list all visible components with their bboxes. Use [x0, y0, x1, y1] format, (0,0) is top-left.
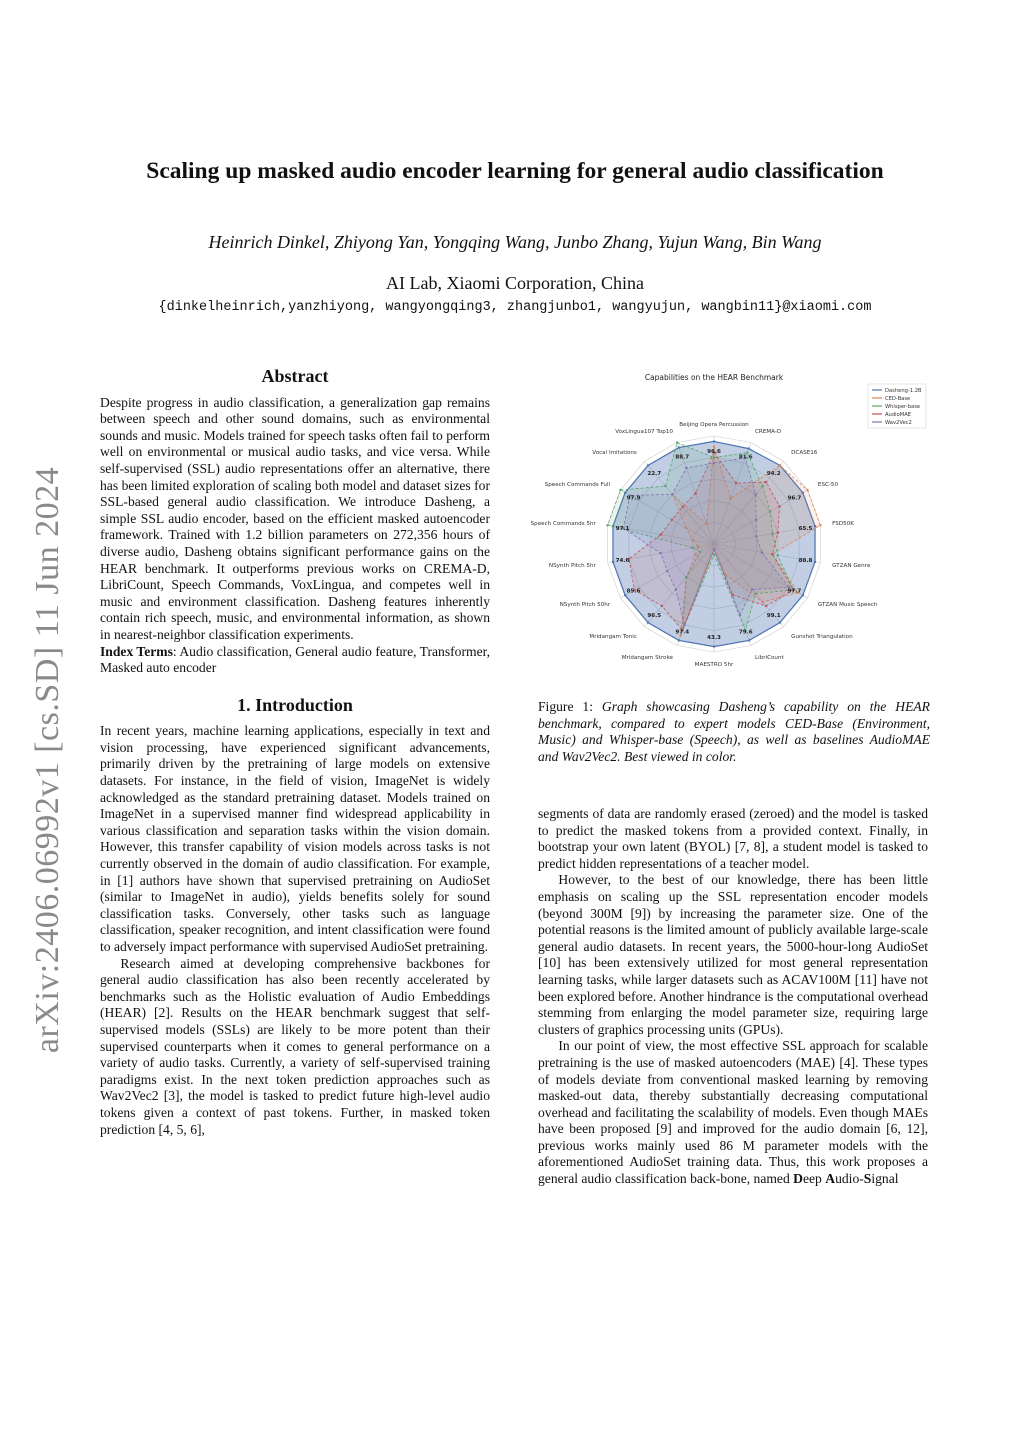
data-point [685, 467, 687, 469]
figure-caption [538, 699, 930, 765]
axis-label: GTZAN Music Speech [817, 602, 878, 608]
acronym-letter-d: D [793, 1171, 803, 1187]
value-label: 81.6 [738, 454, 753, 461]
axis-label: CREMA-D [755, 429, 782, 436]
value-label: 97.1 [615, 525, 630, 532]
intro-paragraph-1: In recent years, machine learning applications, especially in text and vision processing, have experienced significant advancements, primarily driven by the pretraining of large models on extensive datasets. For instance, in the field of vision, ImageNet is widely acknowledged as the standard pretraining dataset. Models trained on ImageNet in a supervised manner find widespread applicability in various classification and separation tasks within the vision domain. However, this transfer capability of vision models across tasks is not currently observed in the domain of audio classification. For example, in [1] authors have shown that supervised pretraining on AudioSet (similar to ImageNet in audio), yields benefits solely for sound classification tasks. Conversely, other tasks such as language classification, speaker recognition, and intent classification were found to adversely impact performance with supervised AudioSet pretraining. [100, 723, 490, 954]
axis-label: ESC-50 [817, 482, 839, 488]
data-point [748, 639, 750, 641]
intro-paragraph-2: Research aimed at developing comprehensive backbones for general audio classification has also been recently accelerated by benchmarks such as the Holistic evaluation of Audio Embeddings (HEAR) [2]. Results on the HEAR benchmark suggest that self-supervised models (SSLs) are likely to be more potent than their supervised counterparts when it comes to general performance on a variety of audio tasks. Currently, a variety of self-supervised training paradigms exist. In the next token prediction approaches such as Wav2Vec2 [3], the model is tasked to predict future high-level audio tokens given a context of past tokens. Further, in masked token prediction [4, 5, 6], [100, 955, 490, 1137]
data-point [814, 561, 816, 563]
radar-chart [530, 368, 930, 688]
value-label: 97.7 [787, 588, 802, 595]
data-point [819, 524, 821, 526]
axis-label: Vocal Imitations [592, 450, 637, 457]
figure-caption-text: Graph showcasing Dasheng’s capability on the HEAR benchmark, compared to expert models CED-Base (Environment, Music) and Whisper-base (Speech), as well as baselines AudioMAE and Wav2Vec2. Best viewed in color. [538, 699, 930, 764]
index-terms-label: Index Terms [100, 643, 173, 659]
legend-entry: Whisper-base [885, 404, 921, 410]
axis-label: Mridangam Stroke [621, 654, 673, 661]
data-point [779, 621, 781, 623]
legend-entry: Dasheng-1.2B [885, 388, 922, 394]
value-label: 97.9 [626, 495, 641, 502]
axis-label: LibriCount [755, 654, 784, 661]
data-point [754, 493, 756, 495]
index-terms-text: : Audio classification, General audio feature, Transformer, Masked auto encoder [100, 643, 490, 676]
right-paragraph-3 [538, 1038, 928, 1187]
data-point [778, 505, 780, 507]
data-point [612, 561, 614, 563]
data-point [660, 552, 662, 554]
data-point [777, 554, 779, 556]
axis-label: NSynth Pitch 50hr [559, 602, 611, 608]
axis-label: Gunshot Triangulation [791, 633, 853, 640]
data-point [661, 605, 663, 607]
data-point [765, 481, 767, 483]
value-label: 88.7 [675, 454, 690, 461]
axis-label: Beijing Opera Percussion [679, 422, 749, 428]
paper-title: Scaling up masked audio encoder learning for general audio classification [146, 158, 884, 184]
value-label: 97.4 [675, 629, 690, 636]
data-point [647, 621, 649, 623]
data-point [806, 489, 808, 491]
axis-label: FSD50K [832, 521, 854, 528]
data-point [675, 588, 677, 590]
affiliation: AI Lab, Xiaomi Corporation, China [386, 273, 644, 293]
axis-label: GTZAN Genre [832, 562, 871, 569]
author-emails: {dinkelheinrich,yanzhiyong, wangyongqing3, zhangjunbo1, wangyujun, wangbin11}@xiaomi.com [158, 300, 872, 315]
acronym-word-udio: udio- [835, 1171, 864, 1187]
legend-entry: CED-Base [885, 396, 911, 402]
data-point [713, 462, 715, 464]
data-point [647, 464, 649, 466]
legend-entry: AudioMAE [885, 412, 912, 418]
radar-chart-figure [530, 368, 930, 688]
data-point [678, 639, 680, 641]
data-point [748, 447, 750, 449]
acronym-letter-s: S [863, 1171, 872, 1187]
data-point [739, 614, 741, 616]
axis-label: NSynth Pitch 5hr [548, 562, 596, 569]
data-point [746, 451, 748, 453]
data-point [751, 588, 753, 590]
value-label: 96.5 [647, 613, 662, 620]
data-point [755, 535, 757, 537]
axis-label: Speech Commands Full [544, 482, 611, 488]
data-point [802, 594, 804, 596]
abstract-heading: Abstract [261, 366, 329, 386]
value-label: 96.6 [707, 449, 721, 456]
axis-label: Mridangam Tonic [589, 633, 637, 640]
value-label: 79.6 [738, 629, 753, 636]
abstract-text: Despite progress in audio classification, a generalization gap remains between speech and other sound domains, such as environmental sounds and music. Models trained for speech tasks often fail to perform well on environmental or musical audio tasks, and vice versa. While self-supervised (SSL) audio representations offer an alternative, there has been limited exploration of scaling both model and dataset sizes for SSL-based general audio classification. We introduce Dasheng, a simple SSL audio encoder, based on the efficient masked autoencoder framework. Trained with 1.2 billion parameters on 272,356 hours of diverse audio, Dasheng obtains significant performance gains on the HEAR benchmark. It outperforms previous works on CREMA-D, LibriCount, Speech Commands, VoxLingua, and competes well in music and environment classification. Dasheng features inherently contain rich speech, music, and environmental information, as shown in nearest-neighbor classification experiments. [100, 394, 490, 642]
left-column [100, 368, 490, 1138]
right-paragraph-2: However, to the best of our knowledge, there has been little emphasis on scaling up the SSL representation encoder models (beyond 300M [9]) by increasing the parameter size. One of the potential reasons is the limited amount of publicly available large-scale general audio datasets. In recent years, the 5000-hour-long AudioSet [10] has been extensively utilized for most general representation learning tasks, while larger datasets such as ACAV100M [11] have not been explored before. Another hindrance is the computational overhead stemming from enlarging the model parameter size, requiring large clusters of graphics processing units (GPUs). [538, 872, 928, 1037]
data-point [713, 440, 715, 442]
acronym-letter-a: A [825, 1171, 836, 1187]
value-label: 74.6 [615, 558, 630, 565]
axis-label: DCASE16 [791, 450, 818, 457]
arxiv-identifier [24, 460, 72, 1060]
arxiv-identifier-text: arXiv:2406.06992v1 [cs.SD] 11 Jun 2024 [29, 466, 67, 1054]
right-paragraph-3-text: In our point of view, the most effective SSL approach for scalable pretraining is the use of masked autoencoders (MAE) [4]. These types of models deviate from conventional masked learning by removing masked-out data, thereby substantially decreasing computational overhead and facilitating the scalability of models. Even though MAEs have been proposed [9] and improved for the audio domain [6, 12], previous works mainly used 86 M parameter models with the aforementioned AudioSet training data. Thus, this work proposes a general audio classification back-bone, named [538, 1038, 928, 1187]
data-point [755, 519, 757, 521]
data-point [606, 524, 608, 526]
data-point [777, 532, 779, 534]
data-point [671, 493, 673, 495]
value-label: 99.1 [766, 613, 781, 620]
introduction-heading: 1. Introduction [237, 694, 353, 715]
value-label: 94.2 [766, 470, 781, 477]
data-point [771, 553, 773, 555]
legend-entry: Wav2Vec2 [885, 420, 912, 426]
axis-label: MAESTRO 5hr [694, 662, 734, 668]
data-point [761, 551, 763, 553]
value-label: 96.7 [787, 495, 802, 502]
axis-label: VoxLingua107 Top10 [615, 429, 673, 436]
acronym-word-ignal: ignal [871, 1171, 899, 1187]
data-point [713, 446, 715, 448]
data-point [683, 624, 685, 626]
axis-label: Speech Commands 5hr [530, 521, 596, 528]
right-column [538, 806, 928, 1188]
acronym-word-eep: eep [802, 1171, 826, 1187]
value-label: 43.3 [707, 634, 721, 641]
data-point [713, 645, 715, 647]
figure-label: Figure 1: [538, 699, 602, 714]
data-point [624, 594, 626, 596]
data-point [765, 605, 767, 607]
data-point [619, 489, 621, 491]
data-point [713, 554, 715, 556]
data-point [779, 464, 781, 466]
value-label: 85.6 [626, 588, 641, 595]
value-label: 22.7 [647, 470, 662, 477]
data-point [713, 548, 715, 550]
data-point [664, 485, 666, 487]
value-label: 88.8 [798, 558, 813, 565]
chart-title: Capabilities on the HEAR Benchmark [644, 373, 784, 382]
right-paragraph-1: segments of data are randomly erased (zeroed) and the model is tasked to predict the masked tokens from a provided context. Finally, in bootstrap your own latent (BYOL) [7, 8], a student model is tasked to predict hidden representations of a teacher model. [538, 806, 928, 871]
data-point [666, 570, 668, 572]
author-list: Heinrich Dinkel, Zhiyong Yan, Yongqing Wang, Junbo Zhang, Yujun Wang, Bin Wang [208, 232, 822, 252]
data-point [676, 441, 678, 443]
index-terms [100, 644, 490, 677]
value-label: 65.5 [798, 525, 813, 532]
